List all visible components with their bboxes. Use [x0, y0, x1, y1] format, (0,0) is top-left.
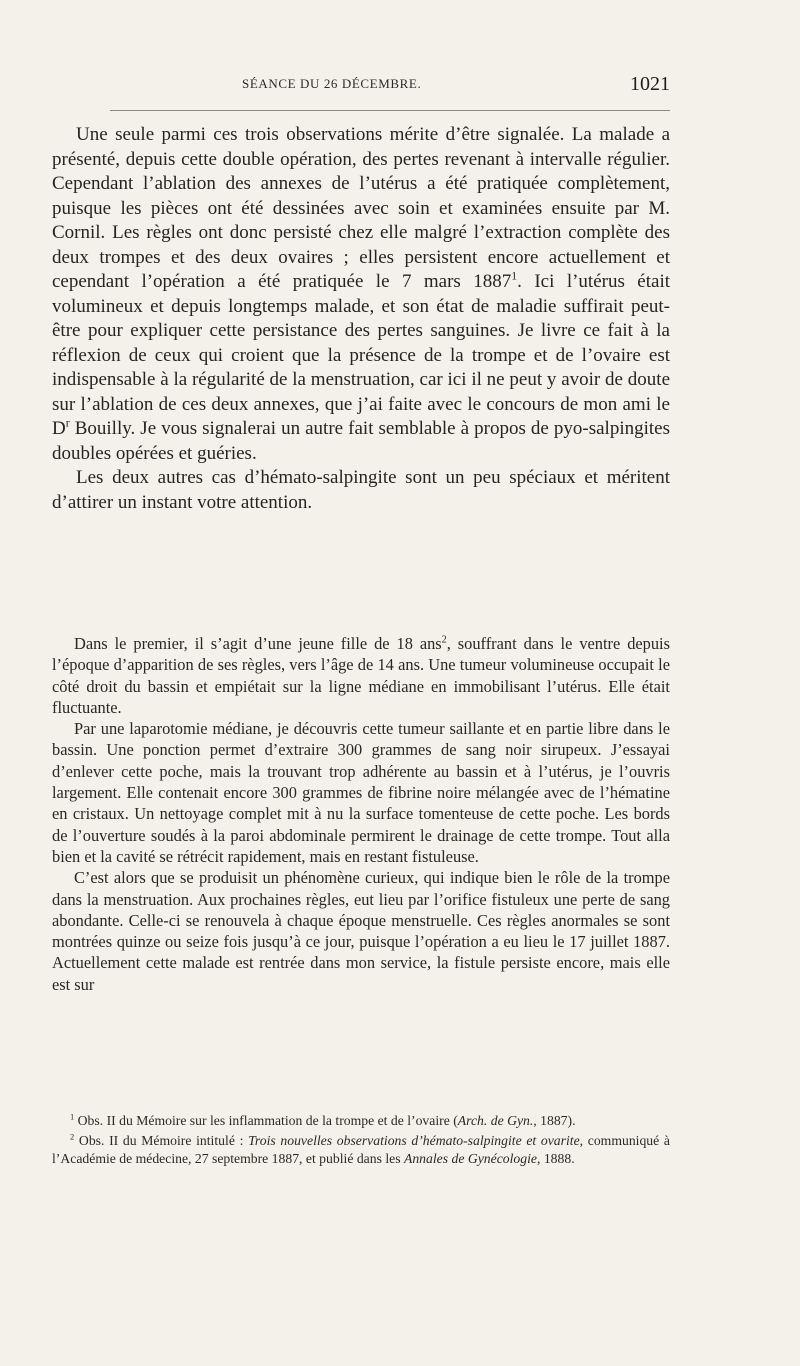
- paragraph-text: Bouilly. Je vous signalerai un autre fait semblable à propos de pyo-salpingites doubles opérées et guéries.: [52, 418, 670, 464]
- doctor-abbreviation: r: [65, 416, 70, 430]
- footnote-ref-2: 2: [441, 634, 447, 646]
- footnote-2: [52, 1132, 670, 1168]
- footnote-marker: 2: [70, 1131, 75, 1142]
- page-header: [52, 73, 670, 98]
- footnote-italic: Trois nouvelles observations d’hémato-salpingite et ovarite: [248, 1132, 580, 1148]
- footnote-text: , 1888.: [536, 1150, 575, 1166]
- footnote-text: Obs. II du Mémoire sur les inflammation de la trompe et de l’ovaire (: [74, 1113, 458, 1128]
- footnote-marker: 1: [70, 1111, 75, 1122]
- paragraph-text: Une seule parmi ces trois observations mérite d’être signalée. La malade a présenté, depuis cette double opération, des pertes revenant à intervalle régulier. Cependant l’ablation des annexes de l’utérus a été pratiquée complètement, puisque les pièces ont été dessinées avec soin et examinées ensuite par M. Cornil. Les règles ont donc persisté chez elle malgré l’extraction complète des deux trompes et des deux ovaires ; elles persistent encore actuellement et cependant l’opération a été pratiquée le 7 mars 1887: [52, 124, 670, 292]
- running-title: SÉANCE DU 26 DÉCEMBRE.: [242, 76, 422, 91]
- footnote-text: , 1887).: [533, 1113, 576, 1128]
- paragraph-text: , souffrant dans le ventre depuis l’époque d’apparition de ses règles, vers l’âge de 14 ans. Une tumeur volumineuse occupait le côté droit du bassin et empiétait sur la ligne médiane en immobilisant l’utérus. Elle était fluctuante.: [52, 634, 670, 717]
- main-text: [52, 123, 670, 515]
- paragraph-laparotomy: Par une laparotomie médiane, je découvris cette tumeur saillante et en partie libre dans le bassin. Une ponction permet d’extraire 300 grammes de sang noir sirupeux. J’essayai d’enlever cette poche, mais la trouvant trop adhérente au bassin et à l’utérus, je l’ouvris largement. Elle contenait encore 300 grammes de fibrine noire mélangée avec de l’hématine en cristaux. Un nettoyage complet mit à nu la surface tomenteuse de cette poche. Les bords de l’ouverture soudés à la paroi abdominale permirent le drainage de cette trompe. Tout alla bien et la cavité se rétrécit rapidement, mais en restant fistuleuse.: [52, 719, 670, 866]
- paragraph-phenomenon: C’est alors que se produisit un phénomène curieux, qui indique bien le rôle de la trompe dans la menstruation. Aux prochaines règles, eut lieu par l’orifice fistuleux une perte de sang abondante. Celle-ci se renouvela à chaque époque menstruelle. Ces règles anormales se sont montrées quinze ou seize fois jusqu’à ce jour, puisque l’opération a eu lieu le 17 juillet 1887. Actuellement cette malade est rentrée dans mon service, la fistule persiste encore, mais elle est sur: [52, 868, 670, 994]
- footnote-text: Obs. II du Mémoire intitulé :: [74, 1132, 249, 1148]
- footnote-italic: Annales de Gynécologie: [403, 1150, 537, 1166]
- paragraph-text: . Ici l’utérus était volumineux et depuis longtemps malade, et son état de maladie suffirait peut-être pour expliquer cette persistance des pertes sanguines. Je livre ce fait à la réflexion de ceux qui croient que la présence de la trompe et de l’ovaire est indispensable à la régularité de la menstruation, car ici il ne peut y avoir de doute sur l’ablation de ces deux annexes, que j’ai faite avec le concours de mon ami le D: [52, 271, 670, 439]
- page-number: 1021: [630, 73, 670, 95]
- footnote-ref-1: 1: [511, 269, 518, 283]
- paragraph-text: Dans le premier, il s’agit d’une jeune fille de 18 ans: [74, 634, 442, 653]
- footnote-italic: Arch. de Gyn.: [457, 1113, 534, 1128]
- footnote-1: [52, 1112, 670, 1130]
- header-rule: [110, 110, 670, 111]
- footnotes: [52, 1112, 670, 1170]
- case-description: [52, 633, 670, 995]
- paragraph-special-cases: Les deux autres cas d’hémato-salpingite sont un peu spéciaux et méritent d’attirer un instant votre attention.: [52, 467, 670, 513]
- paragraph-observation: [52, 123, 670, 466]
- footnote-text: , communiqué à l’Académie de médecine, 27 septembre 1887, et publié dans les: [52, 1132, 670, 1166]
- paragraph-first-case: [52, 633, 670, 718]
